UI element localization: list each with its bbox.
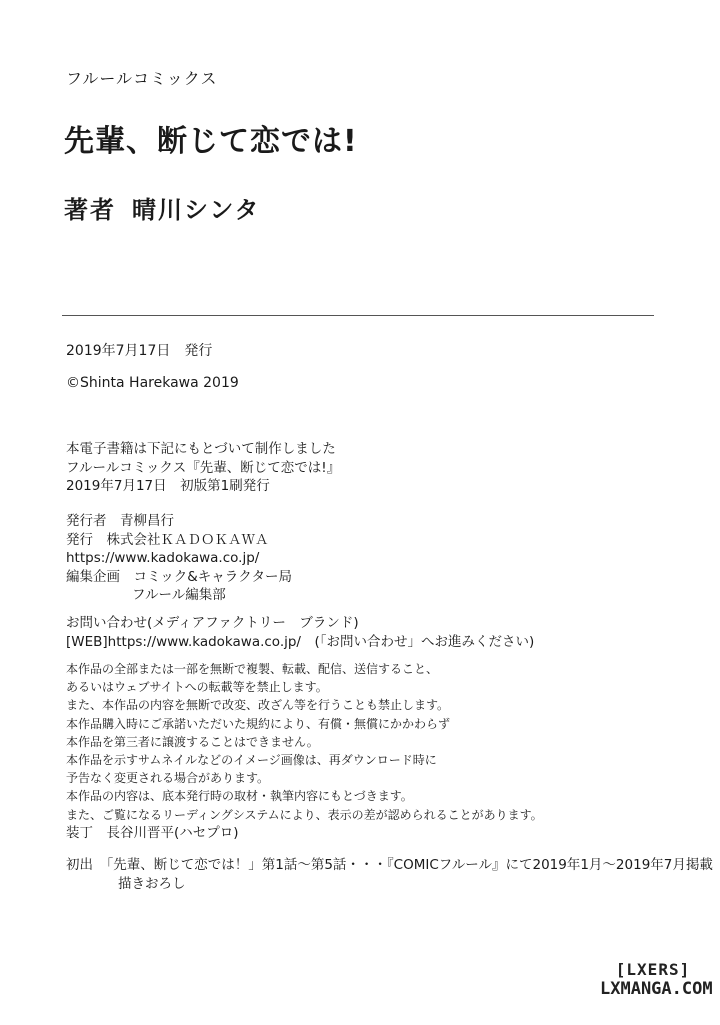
contact-line: お問い合わせ(メディアファクトリー ブランド) [66,615,359,631]
source-line: フルールコミックス『先輩、断じて恋では!』 [66,459,341,476]
note-line: また、ご覧になるリーディングシステムにより、表示の差が認められることがあります。 [66,807,543,822]
watermark-line: LXMANGA.COM [600,979,713,999]
first-pub-line: 描きおろし [118,875,186,892]
design-credit [66,824,239,843]
design-line: 装丁 長谷川晋平(ハセプロ) [66,825,239,841]
publication-date [66,340,212,360]
editorial: 編集企画 コミック&キャラクター局 [66,568,292,585]
first-publication [66,856,713,893]
note-line: 本作品の全部または一部を無断で複製、転載、配信、送信すること、 [66,662,439,676]
notes-block [66,660,543,824]
note-line: 本作品購入時にご承諾いただいた規約により、有償・無償にかかわらず [66,716,451,731]
author-key: 著者 [64,196,116,224]
contact-block [66,614,534,651]
note-line: 予告なく変更される場合があります。 [66,771,270,786]
contact-web[interactable]: [WEB]https://www.kadokawa.co.jp/ (「お問い合わせ」へお進みください) [66,633,535,650]
copyright: ©Shinta Harekawa 2019 [66,375,239,391]
note-line: 本作品の内容は、底本発行時の取材・執筆内容にもとづきます。 [66,789,413,804]
note-line: あるいはウェブサイトへの転載等を禁止します。 [66,680,328,695]
source-line: 2019年7月17日 初版第1刷発行 [66,478,270,494]
note-line: 本作品を示すサムネイルなどのイメージ画像は、再ダウンロード時に [66,753,437,768]
divider [62,315,654,316]
source-block [66,440,340,496]
note-line: 本作品を第三者に譲渡することはできません。 [66,734,319,749]
publisher-block [66,512,292,605]
pub-date-text: 発行 [184,343,213,359]
watermark [600,960,713,999]
author-line [64,190,260,225]
note-line: また、本作品の内容を無断で改変、改ざん等を行うことも禁止します。 [66,698,450,713]
author-name: 晴川シンタ [132,196,261,224]
first-pub-line: 初出 「先輩、断じて恋では！」第1話～第5話・・・『COMICフルール』にて2019年1月～2019年7月掲載 [66,857,713,873]
source-line: 本電子書籍は下記にもとづいて制作しました [66,441,336,457]
pub-date-value: 2019年7月17日 [66,343,171,359]
watermark-line: [LXERS] [615,960,691,979]
issuer: 発行者 青柳昌行 [66,513,174,529]
publisher-url[interactable]: https://www.kadokawa.co.jp/ [66,550,260,566]
book-title: 先輩、断じて恋では! [64,124,358,159]
label-name: フルールコミックス [66,69,218,88]
company: 発行 株式会社ＫＡＤＯＫＡＷＡ [66,531,269,548]
editorial-dept: フルール編集部 [132,587,226,603]
